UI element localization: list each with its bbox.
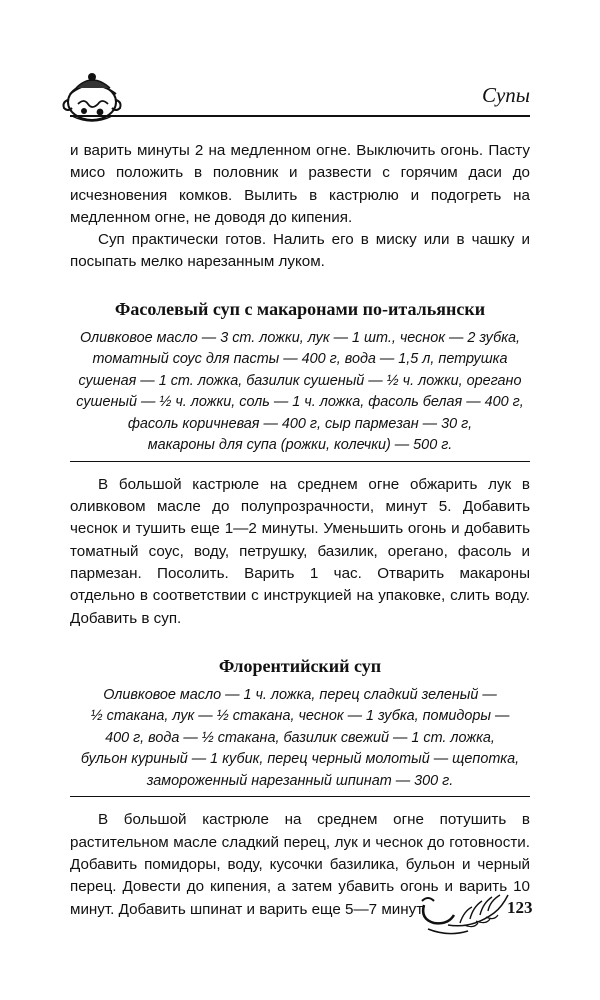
ingredients-line: сушеный — ½ ч. ложки, соль — 1 ч. ложка, фасоль белая — 400 г, <box>76 394 524 411</box>
intro-paragraph: Суп практически готов. Налить его в миску или в чашку и посыпать мелко нарезанным луком. <box>70 231 530 271</box>
ingredients-line: макароны для супа (рожки, колечки) — 500 г. <box>147 437 453 454</box>
ingredients-list <box>70 328 530 462</box>
section-title: Супы <box>481 83 530 107</box>
ingredients-line: сушеная — 1 ст. ложка, базилик сушеный — ½ ч. ложки, орегано <box>78 372 522 389</box>
ingredients-list <box>70 685 530 798</box>
recipe-card <box>70 656 530 921</box>
ingredients-line: 400 г, вода — ½ стакана, базилик свежий — 1 ст. ложка, <box>105 729 495 746</box>
recipe-card <box>70 299 530 630</box>
ingredients-line: ½ стакана, лук — ½ стакана, чеснок — 1 зубка, помидоры — <box>90 708 510 725</box>
soup-pot-icon <box>62 66 126 126</box>
ingredients-line: фасоль коричневая — 400 г, сыр пармезан — 30 г, <box>127 415 473 432</box>
recipe-method: В большой кастрюле на среднем огне обжарить лук в оливковом масле до полупрозрачности, минут 5. Добавить чеснок и тушить еще 1—2 минуты. Уменьшить огонь и добавить томатный соус, воду, петрушку, базилик, орегано, фасоль и пармезан. Посолить. Варить 1 час. Отварить макароны отдельно в соответствии с инструкцией на упаковке, слить воду. Добавить в суп. <box>70 475 530 627</box>
recipe-title: Флорентийский суп <box>218 655 382 676</box>
header-rule <box>70 115 530 117</box>
page-number: 123 <box>507 898 533 917</box>
intro-paragraph: и варить минуты 2 на медленном огне. Выключить огонь. Пасту мисо положить в половник и развести с горячим даси до исчезновения комков. Вылить в кастрюлю и подогреть на медленном огне, не доводя до кипения. <box>70 142 530 226</box>
herb-sprig-ornament-icon <box>418 885 513 937</box>
ingredients-line: бульон куриный — 1 кубик, перец черный молотый — щепотка, <box>80 751 520 768</box>
recipe-title: Фасолевый суп с макаронами по-итальянски <box>114 298 486 319</box>
recipe-method: В большой кастрюле на среднем огне потушить в растительном масле сладкий перец, лук и чеснок до готовности. Добавить помидоры, воду, кусочки базилика, бульон и черный перец. Довести до кипения, а затем убавить огонь и варить 10 минут. Добавить шпинат и варить еще 5—7 минут. <box>70 811 530 918</box>
page-content <box>70 140 530 921</box>
ingredients-line: Оливковое масло — 1 ч. ложка, перец сладкий зеленый — <box>103 686 497 703</box>
ingredients-line: Оливковое масло — 3 ст. ложки, лук — 1 шт., чеснок — 2 зубка, <box>79 329 521 346</box>
ingredients-line: томатный соус для пасты — 400 г, вода — 1,5 л, петрушка <box>92 351 508 368</box>
ingredients-line: замороженный нарезанный шпинат — 300 г. <box>146 772 454 789</box>
